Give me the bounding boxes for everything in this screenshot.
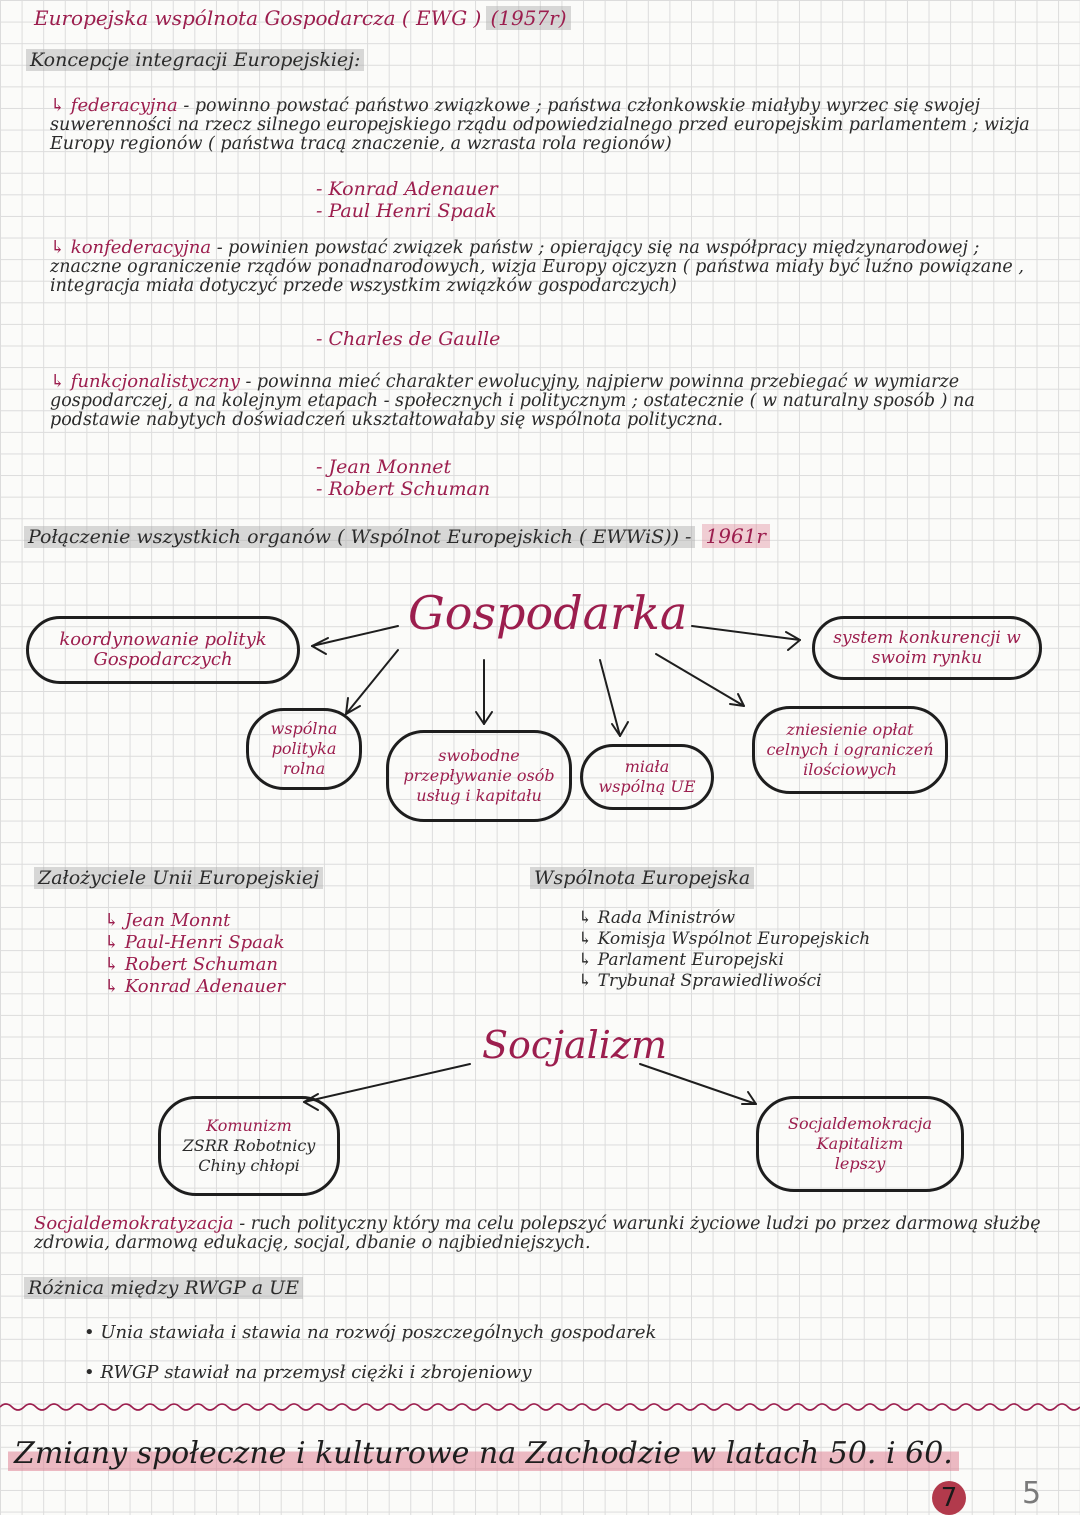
federal-paragraph xyxy=(50,96,1040,154)
next-topic-text: Zmiany społeczne i kulturowe na Zachodzie w latach 50. i 60. xyxy=(8,1436,959,1471)
wavy-separator xyxy=(0,1400,1080,1414)
concepts-heading-text: Koncepcje integracji Europejskiej: xyxy=(26,49,364,71)
founders-list xyxy=(104,910,285,998)
title-year: (1957r) xyxy=(486,6,570,30)
difference-heading xyxy=(24,1278,303,1298)
community-list xyxy=(578,908,870,992)
difference-item-2: • RWGP stawiał na przemysł ciężki i zbrojeniowy xyxy=(84,1362,532,1383)
socialism-center: Socjalizm xyxy=(482,1023,667,1067)
page-title: Europejska wspólnota Gospodarcza ( EWG ) xyxy=(34,6,482,30)
confederal-names xyxy=(316,328,500,350)
node-coordination xyxy=(26,616,300,684)
founder-2: ↳ Paul-Henri Spaak xyxy=(104,932,285,953)
difference-item-1-text: Unia stawiała i stawia na rozwój poszczególnych gospodarek xyxy=(100,1322,657,1343)
node-competition-text: system konkurencji w swoim rynku xyxy=(833,628,1021,668)
socdem-term: Socjaldemokratyzacja xyxy=(34,1213,234,1234)
next-topic xyxy=(8,1434,1068,1474)
difference-item-1: • Unia stawiała i stawia na rozwój poszczególnych gospodarek xyxy=(84,1322,657,1343)
founders-heading xyxy=(34,868,323,888)
merge-year: 1961r xyxy=(702,524,770,548)
socdem-line1: Kapitalizm xyxy=(816,1134,904,1153)
community-1: ↳ Rada Ministrów xyxy=(578,908,736,928)
socdem-title: Socjaldemokracja xyxy=(787,1114,933,1133)
federal-name-2: - Paul Henri Spaak xyxy=(316,200,497,222)
functional-text: - powinna mieć charakter ewolucyjny, najpierw powinna przebiegać w wymiarze gospodarczej, a na kolejnym etapach - społecznych i politycznym ; ostatecznie ( w naturalny sposób ) na podstawie nabytych doświadczeń ukształtowałaby się wspólnota polityczna. xyxy=(50,372,975,430)
community-2: ↳ Komisja Wspólnot Europejskich xyxy=(578,929,871,949)
communism-title: Komunizm xyxy=(206,1116,292,1135)
confederal-lead: ↳ konfederacyjna xyxy=(50,237,212,258)
communism-line1: ZSRR Robotnicy xyxy=(182,1136,316,1155)
confederal-text: - powinien powstać związek państw ; opierający się na współpracy międzynarodowej ; znaczne ograniczenie rządów ponadnarodowych, wizja Europy ojczyzn ( państwa miały być luźno powiązane , integracja miała dotyczyć przede wszystkim związków gospodarczych) xyxy=(50,238,1024,296)
node-currency xyxy=(580,744,714,810)
functional-name-1: - Jean Monnet xyxy=(316,456,452,478)
node-coordination-text: koordynowanie polityk Gospodarczych xyxy=(59,629,267,670)
federal-lead: ↳ federacyjna xyxy=(50,95,178,116)
node-trade-policy xyxy=(246,708,362,790)
socdem-definition xyxy=(34,1214,1044,1253)
title-row xyxy=(34,6,1034,30)
federal-names xyxy=(316,178,498,222)
confederal-name-1: - Charles de Gaulle xyxy=(316,328,501,350)
socdem-line2: lepszy xyxy=(834,1154,886,1173)
functional-names xyxy=(316,456,490,500)
node-movement-text: swobodne przepływanie osób usług i kapitału xyxy=(403,746,555,805)
community-heading xyxy=(530,868,754,888)
economy-center: Gospodarka xyxy=(408,586,688,640)
node-tariffs xyxy=(752,706,948,794)
node-tariffs-text: zniesienie opłat celnych i ograniczeń ilościowych xyxy=(766,720,934,779)
node-socdem xyxy=(756,1096,964,1192)
circled-page-number: 7 xyxy=(932,1481,966,1515)
merge-text: Połączenie wszystkich organów ( Wspólnot Europejskich ( EWWiS)) - xyxy=(24,526,695,548)
difference-item-2-text: RWGP stawiał na przemysł ciężki i zbrojeniowy xyxy=(100,1362,532,1383)
socdem-text: - ruch polityczny który ma celu polepszyć warunki życiowe ludzi po przez darmową służbę zdrowia, darmową edukację, socjal, dbanie o najbiedniejszych. xyxy=(34,1214,1041,1253)
federal-text: - powinno powstać państwo związkowe ; państwa członkowskie miałyby wyrzec się swojej suwerenności na rzecz silnego europejskiego rządu odpowiedzialnego przed europejskim parlamentem ; wizja Europy regionów ( państwa tracą znaczenie, a wzrasta rola regionów) xyxy=(50,96,1030,154)
node-movement xyxy=(386,730,572,822)
founders-heading-text: Założyciele Unii Europejskiej xyxy=(34,867,323,889)
merge-row xyxy=(24,526,1024,547)
concepts-heading xyxy=(26,50,364,70)
community-heading-text: Wspólnota Europejska xyxy=(530,867,754,889)
confederal-paragraph xyxy=(50,238,1040,296)
functional-lead: ↳ funkcjonalistyczny xyxy=(50,371,240,392)
functional-paragraph xyxy=(50,372,1040,430)
federal-name-1: - Konrad Adenauer xyxy=(316,178,498,200)
community-4: ↳ Trybunał Sprawiedliwości xyxy=(578,971,822,991)
node-competition xyxy=(812,616,1042,680)
page-number: 5 xyxy=(1022,1476,1042,1511)
community-3: ↳ Parlament Europejski xyxy=(578,950,784,970)
node-communism xyxy=(158,1096,340,1196)
founder-3: ↳ Robert Schuman xyxy=(104,954,278,975)
difference-heading-text: Różnica między RWGP a UE xyxy=(24,1277,303,1299)
node-trade-policy-text: wspólna polityka rolna xyxy=(270,719,338,778)
communism-line2: Chiny chłopi xyxy=(198,1156,300,1175)
node-currency-text: miała wspólną UE xyxy=(598,757,696,796)
founder-4: ↳ Konrad Adenauer xyxy=(104,976,286,997)
difference-list xyxy=(84,1322,656,1386)
functional-name-2: - Robert Schuman xyxy=(316,478,491,500)
founder-1: ↳ Jean Monnt xyxy=(104,910,231,931)
